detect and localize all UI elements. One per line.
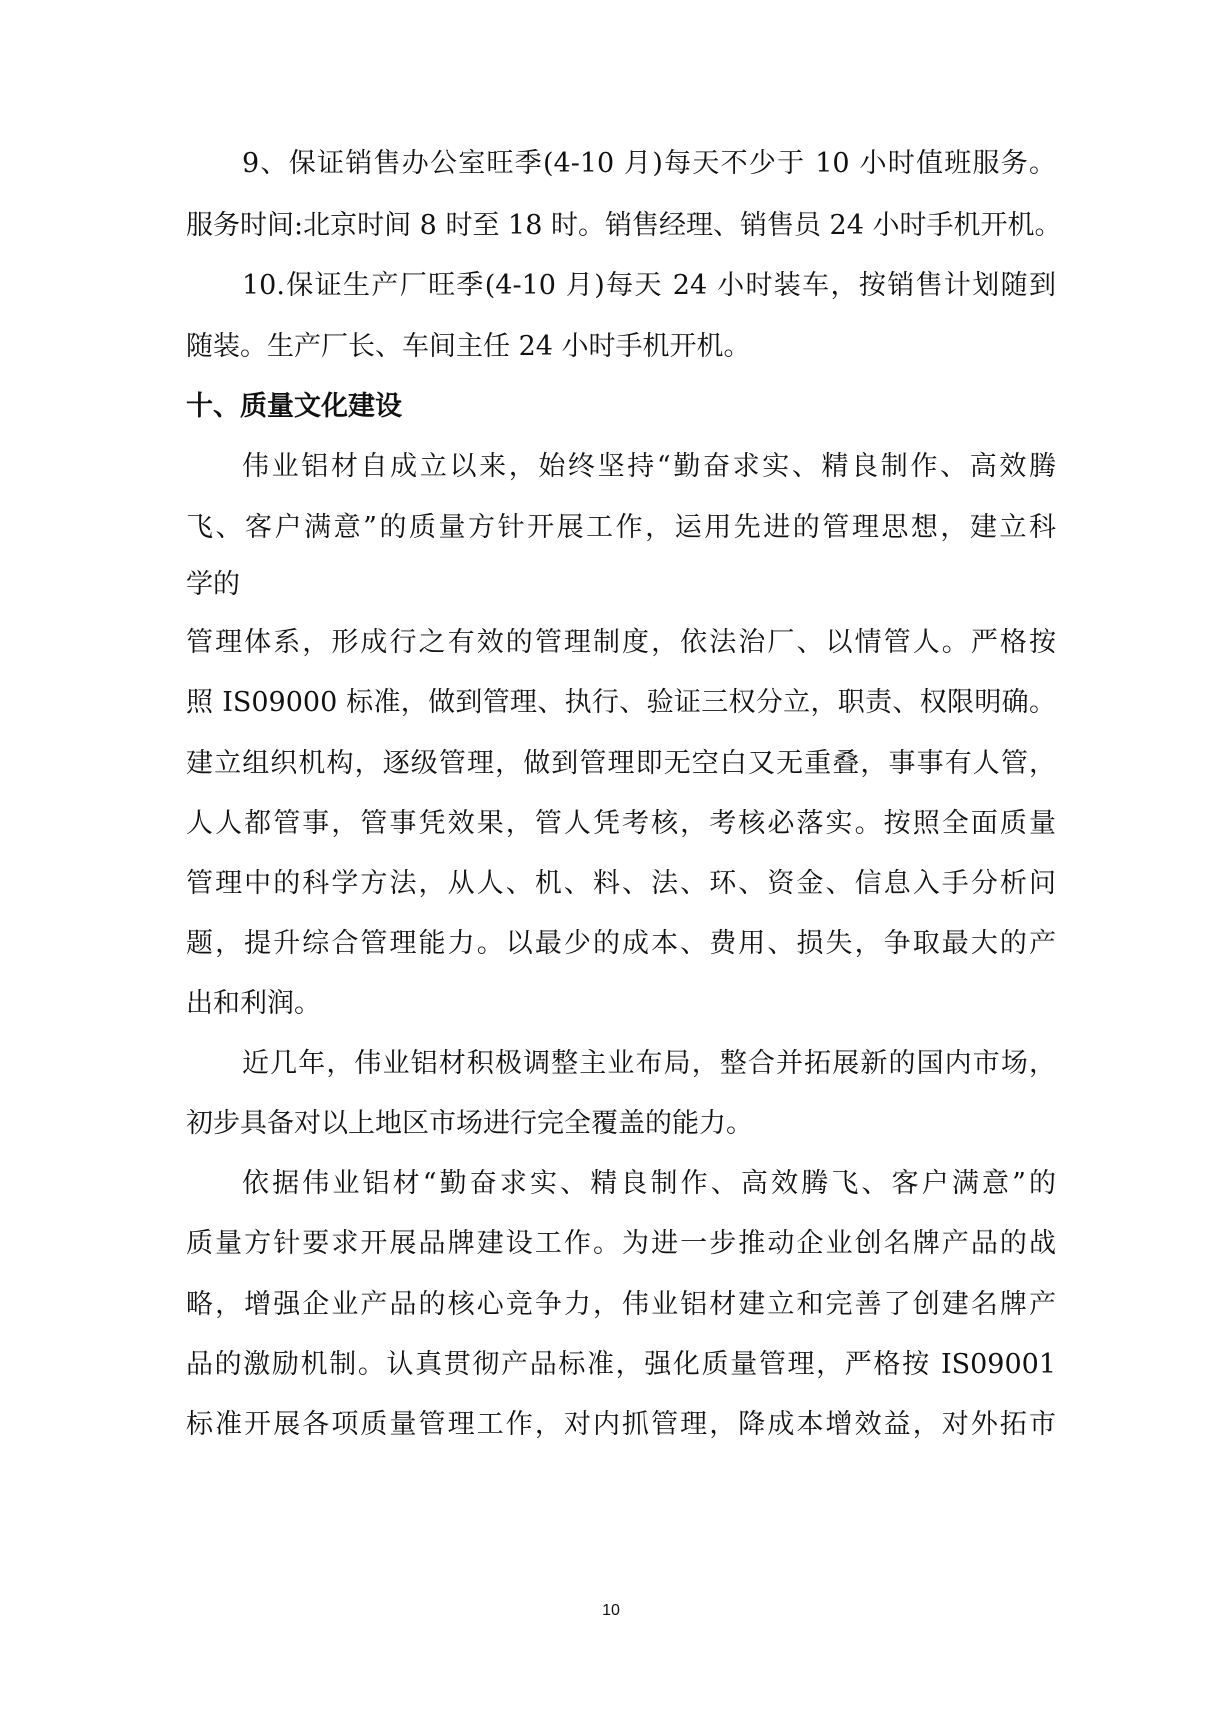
paragraph-line: 出和利润。 [186, 988, 321, 1019]
paragraph-line: 依据伟业铝材“勤奋求实、精良制作、高效腾飞、客户满意”的 [242, 1168, 1056, 1199]
paragraph-line: 伟业铝材自成立以来，始终坚持“勤奋求实、精良制作、高效腾 [242, 451, 1056, 482]
paragraph-line: 题，提升综合管理能力。以最少的成本、费用、损失，争取最大的产 [186, 928, 1056, 959]
section-heading: 十、质量文化建设 [186, 391, 402, 422]
page-number: 10 [602, 1602, 620, 1619]
paragraph-line: 建立组织机构，逐级管理，做到管理即无空白又无重叠，事事有人管， [186, 748, 1056, 779]
paragraph-line: 服务时间:北京时间 8 时至 18 时。销售经理、销售员 24 小时手机开机。 [186, 210, 1062, 241]
paragraph-line: 飞、客户满意”的质量方针开展工作，运用先进的管理思想，建立科 [186, 512, 1056, 543]
paragraph-line: 人人都管事，管事凭效果，管人凭考核，考核必落实。按照全面质量 [186, 808, 1056, 839]
paragraph-line: 略，增强企业产品的核心竞争力，伟业铝材建立和完善了创建名牌产 [186, 1289, 1056, 1320]
paragraph-line: 品的激励机制。认真贯彻产品标准，强化质量管理，严格按 IS09001 [186, 1349, 1056, 1380]
paragraph-line: 管理中的科学方法，从人、机、料、法、环、资金、信息入手分析问 [186, 868, 1056, 899]
paragraph-line: 随装。生产厂长、车间主任 24 小时手机开机。 [186, 331, 751, 362]
paragraph-line: 学的 [186, 569, 240, 600]
paragraph-line: 9、保证销售办公室旺季(4-10 月)每天不少于 10 小时值班服务。 [242, 148, 1056, 179]
paragraph-line: 10.保证生产厂旺季(4-10 月)每天 24 小时装车，按销售计划随到 [242, 270, 1056, 301]
paragraph-line: 照 IS09000 标准，做到管理、执行、验证三权分立，职责、权限明确。 [186, 687, 1056, 718]
paragraph-line: 初步具备对以上地区市场进行完全覆盖的能力。 [186, 1108, 753, 1139]
paragraph-line: 管理体系，形成行之有效的管理制度，依法治厂、以情管人。严格按 [186, 627, 1056, 658]
paragraph-line: 标准开展各项质量管理工作，对内抓管理，降成本增效益，对外拓市 [186, 1409, 1056, 1440]
paragraph-line: 近几年，伟业铝材积极调整主业布局，整合并拓展新的国内市场， [242, 1048, 1056, 1079]
paragraph-line: 质量方针要求开展品牌建设工作。为进一步推动企业创名牌产品的战 [186, 1228, 1056, 1259]
